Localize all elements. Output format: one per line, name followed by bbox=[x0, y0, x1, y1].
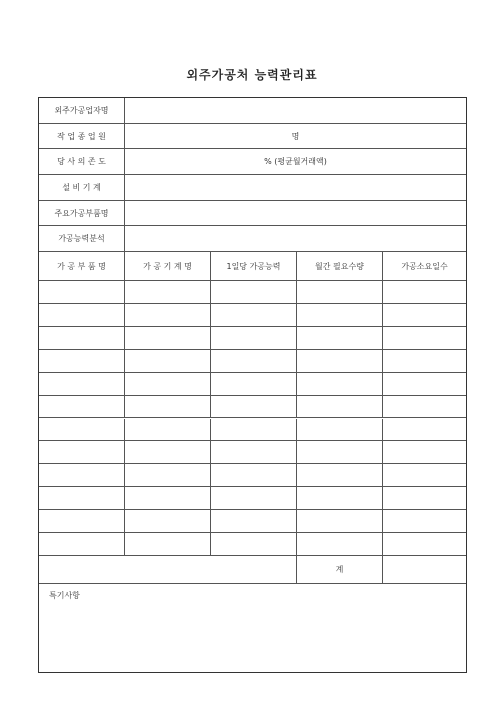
table-cell[interactable] bbox=[211, 441, 297, 463]
table-cell[interactable] bbox=[39, 327, 125, 349]
table-cell[interactable] bbox=[39, 510, 125, 532]
header-monthly-quantity: 월간 필요수량 bbox=[297, 252, 383, 280]
employees-label: 작 업 종 업 원 bbox=[39, 124, 125, 148]
table-row bbox=[39, 281, 466, 304]
capacity-analysis-field[interactable] bbox=[125, 226, 466, 251]
table-cell[interactable] bbox=[383, 441, 466, 463]
vendor-name-label: 외주가공업자명 bbox=[39, 98, 125, 123]
table-cell[interactable] bbox=[211, 396, 297, 418]
table-row bbox=[39, 510, 466, 533]
table-row bbox=[39, 533, 466, 556]
table-cell[interactable] bbox=[125, 396, 211, 418]
table-cell[interactable] bbox=[383, 510, 466, 532]
table-cell[interactable] bbox=[211, 281, 297, 303]
table-cell[interactable] bbox=[383, 533, 466, 555]
equipment-field[interactable] bbox=[125, 175, 466, 200]
capacity-analysis-label: 가공능력분석 bbox=[39, 226, 125, 251]
header-machine-name: 가 공 기 계 명 bbox=[125, 252, 211, 280]
table-cell[interactable] bbox=[125, 510, 211, 532]
table-cell[interactable] bbox=[39, 396, 125, 418]
table-cell[interactable] bbox=[39, 419, 125, 441]
table-cell[interactable] bbox=[297, 464, 383, 486]
vendor-name-field[interactable] bbox=[125, 98, 466, 123]
main-parts-label: 주요가공부품명 bbox=[39, 201, 125, 225]
table-cell[interactable] bbox=[383, 373, 466, 395]
table-cell[interactable] bbox=[297, 487, 383, 509]
table-cell[interactable] bbox=[383, 304, 466, 326]
table-cell[interactable] bbox=[297, 510, 383, 532]
table-cell[interactable] bbox=[383, 464, 466, 486]
table-cell[interactable] bbox=[211, 373, 297, 395]
table-cell[interactable] bbox=[383, 350, 466, 372]
table-cell[interactable] bbox=[297, 350, 383, 372]
total-row bbox=[39, 556, 466, 584]
table-cell[interactable] bbox=[297, 373, 383, 395]
table-cell[interactable] bbox=[39, 487, 125, 509]
table-cell[interactable] bbox=[39, 373, 125, 395]
table-cell[interactable] bbox=[125, 464, 211, 486]
table-cell[interactable] bbox=[383, 281, 466, 303]
table-cell[interactable] bbox=[211, 419, 297, 441]
header-part-name: 가 공 부 품 명 bbox=[39, 252, 125, 280]
table-row bbox=[39, 304, 466, 327]
table-cell[interactable] bbox=[297, 396, 383, 418]
total-label: 계 bbox=[297, 556, 383, 583]
table-row bbox=[39, 327, 466, 350]
table-cell[interactable] bbox=[125, 327, 211, 349]
table-cell[interactable] bbox=[297, 304, 383, 326]
info-row-vendor-name bbox=[39, 98, 466, 124]
table-cell[interactable] bbox=[39, 304, 125, 326]
table-row bbox=[39, 373, 466, 396]
capacity-form bbox=[38, 97, 467, 673]
employees-field[interactable]: 명 bbox=[291, 131, 300, 141]
table-row bbox=[39, 350, 466, 373]
table-header-row bbox=[39, 252, 466, 281]
info-row-capacity-analysis bbox=[39, 226, 466, 252]
table-cell[interactable] bbox=[39, 350, 125, 372]
table-cell[interactable] bbox=[39, 281, 125, 303]
equipment-label: 설 비 기 계 bbox=[39, 175, 125, 200]
remarks-label: 특기사항 bbox=[49, 591, 80, 600]
document-title: 외주가공처 능력관리표 bbox=[186, 68, 318, 82]
table-cell[interactable] bbox=[39, 464, 125, 486]
table-cell[interactable] bbox=[211, 464, 297, 486]
table-row bbox=[39, 487, 466, 510]
table-cell[interactable] bbox=[297, 327, 383, 349]
table-cell[interactable] bbox=[211, 350, 297, 372]
table-cell[interactable] bbox=[297, 533, 383, 555]
table-cell[interactable] bbox=[125, 350, 211, 372]
table-cell[interactable] bbox=[211, 327, 297, 349]
table-row bbox=[39, 464, 466, 487]
table-cell[interactable] bbox=[39, 441, 125, 463]
info-row-employees bbox=[39, 124, 466, 149]
table-cell[interactable] bbox=[211, 533, 297, 555]
table-cell[interactable] bbox=[211, 304, 297, 326]
info-row-main-parts bbox=[39, 201, 466, 226]
table-cell[interactable] bbox=[211, 487, 297, 509]
info-row-equipment bbox=[39, 175, 466, 201]
table-cell[interactable] bbox=[125, 441, 211, 463]
table-cell[interactable] bbox=[125, 373, 211, 395]
table-cell[interactable] bbox=[211, 510, 297, 532]
main-parts-field[interactable] bbox=[125, 201, 466, 225]
header-daily-capacity: 1일당 가공능력 bbox=[211, 252, 297, 280]
table-cell[interactable] bbox=[125, 487, 211, 509]
table-cell[interactable] bbox=[297, 441, 383, 463]
dependency-field[interactable]: % (평균월거래액) bbox=[264, 157, 327, 166]
info-row-dependency bbox=[39, 149, 466, 175]
dependency-label: 당 사 의 존 도 bbox=[39, 149, 125, 174]
total-value-cell[interactable] bbox=[383, 556, 466, 583]
table-cell[interactable] bbox=[125, 304, 211, 326]
table-cell[interactable] bbox=[125, 419, 211, 441]
table-row bbox=[39, 396, 466, 419]
remarks-area[interactable] bbox=[39, 584, 466, 674]
table-cell[interactable] bbox=[39, 533, 125, 555]
table-cell[interactable] bbox=[297, 281, 383, 303]
total-blank-cell bbox=[39, 556, 297, 583]
table-cell[interactable] bbox=[297, 419, 383, 441]
table-cell[interactable] bbox=[383, 327, 466, 349]
table-cell[interactable] bbox=[125, 533, 211, 555]
table-cell[interactable] bbox=[383, 419, 466, 441]
table-row bbox=[39, 419, 466, 442]
table-cell[interactable] bbox=[383, 396, 466, 418]
table-cell[interactable] bbox=[125, 281, 211, 303]
header-required-days: 가공소요일수 bbox=[401, 261, 448, 271]
table-cell[interactable] bbox=[383, 487, 466, 509]
table-row bbox=[39, 441, 466, 464]
